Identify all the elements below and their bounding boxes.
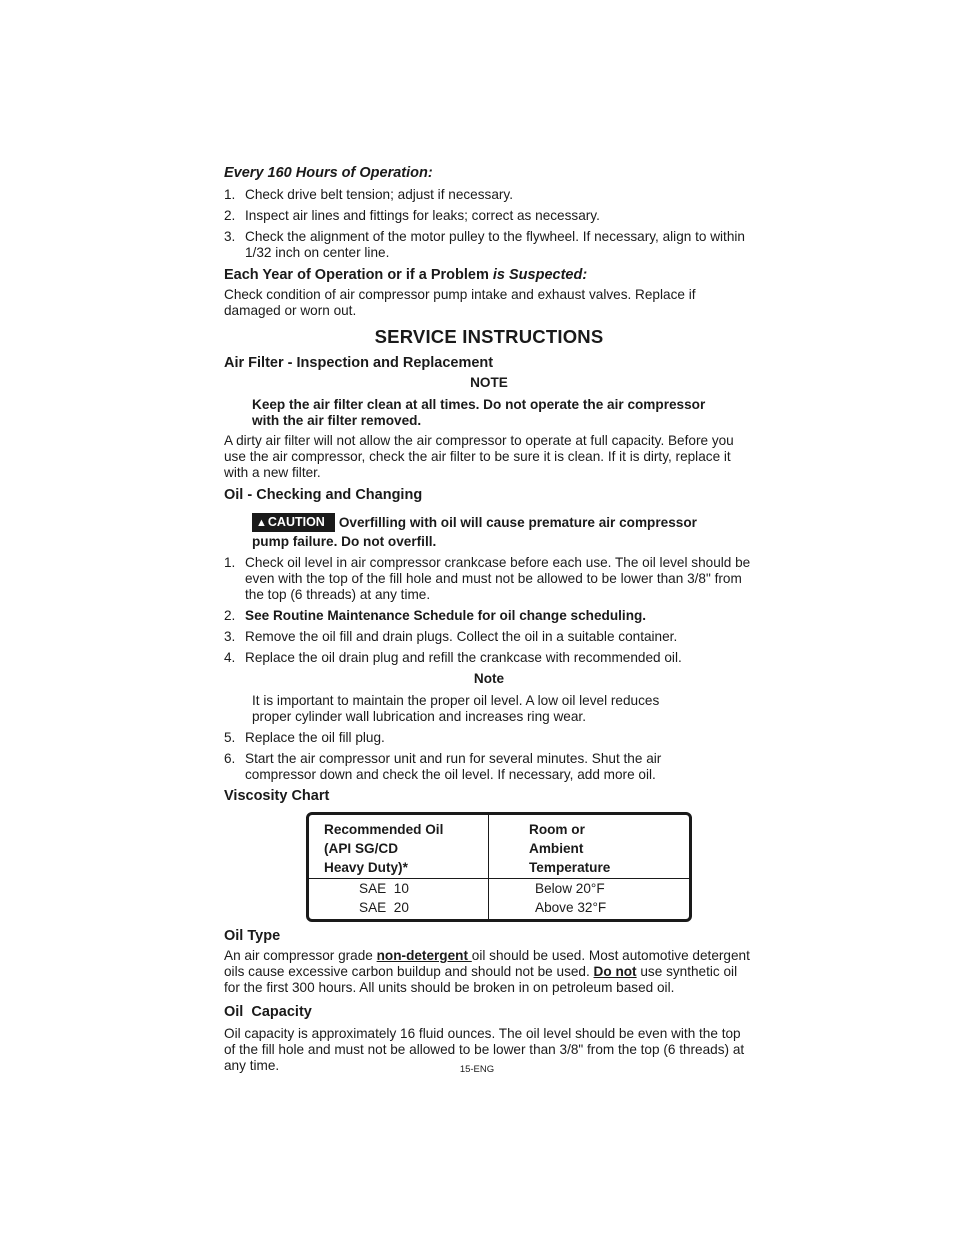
chart-temp-cell: Below 20°F Above 32°F (535, 881, 607, 915)
list-item: 5. Replace the oil fill plug. (224, 730, 385, 745)
heading-viscosity-chart: Viscosity Chart (224, 788, 330, 804)
heading-every-160-hours: Every 160 Hours of Operation: (224, 165, 433, 181)
air-filter-note-title: NOTE (470, 375, 508, 390)
air-filter-note-text: Keep the air filter clean at all times. Do not operate the air compressor with the air filter removed. (252, 397, 706, 428)
heading-each-year: Each Year of Operation or if a Problem is Suspected: (224, 267, 588, 283)
list-item: 6. Start the air compressor unit and run for several minutes. Shut the air compressor down and check the oil level. If necessary, add more oil. (224, 751, 662, 782)
manual-page-content (224, 165, 754, 1078)
oil-capacity-text: Oil capacity is approximately 16 fluid ounces. The oil level should be even with the top of the fill hole and must not be allowed to be lower than 3/8" from the top (6 threads) at any time. (224, 1026, 745, 1073)
oil-type-text: An air compressor grade non-detergent oil should be used. Most automotive detergent oils cause excessive carbon buildup and should not be used. Do not use synthetic oil for the first 300 hours. All units should be broken in on petroleum based oil. (224, 948, 750, 995)
list-item: 2. Inspect air lines and fittings for leaks; correct as necessary. (224, 208, 600, 223)
each-year-text: Check condition of air compressor pump intake and exhaust valves. Replace if damaged or worn out. (224, 287, 696, 318)
viscosity-chart-table (306, 812, 692, 922)
service-instructions-title: SERVICE INSTRUCTIONS (374, 326, 604, 347)
list-item: 4. Replace the oil drain plug and refill the crankcase with recommended oil. (224, 650, 682, 665)
list-item: 3. Remove the oil fill and drain plugs. Collect the oil in a suitable container. (224, 629, 678, 644)
air-filter-text: A dirty air filter will not allow the air compressor to operate at full capacity. Before you use the air compressor, check the air filter to be sure it is clean. If it is dirty, replace it with a new filter. (224, 433, 734, 480)
oil-note-text: It is important to maintain the proper oil level. A low oil level reduces proper cylinder wall lubrication and increases ring wear. (252, 693, 660, 724)
list-item: 3. Check the alignment of the motor pulley to the flywheel. If necessary, align to within 1/32 inch on center line. (224, 229, 745, 260)
list-item: 1. Check oil level in air compressor crankcase before each use. The oil level should be even with the top of the fill hole and must not be allowed to be lower than 3/8" from the top (6 threads) at any time. (224, 555, 751, 602)
heading-air-filter: Air Filter - Inspection and Replacement (224, 355, 494, 371)
chart-header-oil: Recommended Oil (API SG/CD Heavy Duty)* (309, 815, 489, 879)
caution-block (252, 513, 734, 551)
chart-header-temperature: Room or Ambient Temperature (489, 815, 689, 879)
list-item: 1. Check drive belt tension; adjust if necessary. (224, 187, 513, 202)
list-oil-steps-b (224, 730, 754, 783)
chart-oil-cell: SAE 10 SAE 20 (309, 879, 489, 919)
list-oil-steps-a (224, 555, 754, 666)
list-160-hours (224, 187, 754, 261)
page-number: 15-ENG (459, 1064, 495, 1075)
heading-oil-type: Oil Type (224, 928, 281, 944)
warning-triangle-icon: ▲ (256, 517, 267, 529)
list-item: 2. See Routine Maintenance Schedule for oil change scheduling. (224, 608, 647, 623)
heading-oil-checking: Oil - Checking and Changing (224, 487, 423, 503)
caution-badge: ▲CAUTION (252, 513, 335, 532)
heading-oil-capacity: Oil Capacity (224, 1004, 312, 1020)
caution-text: Overfilling with oil will cause premature air compressor pump failure. Do not overfill. (252, 515, 697, 549)
oil-note-title: Note (473, 671, 505, 686)
